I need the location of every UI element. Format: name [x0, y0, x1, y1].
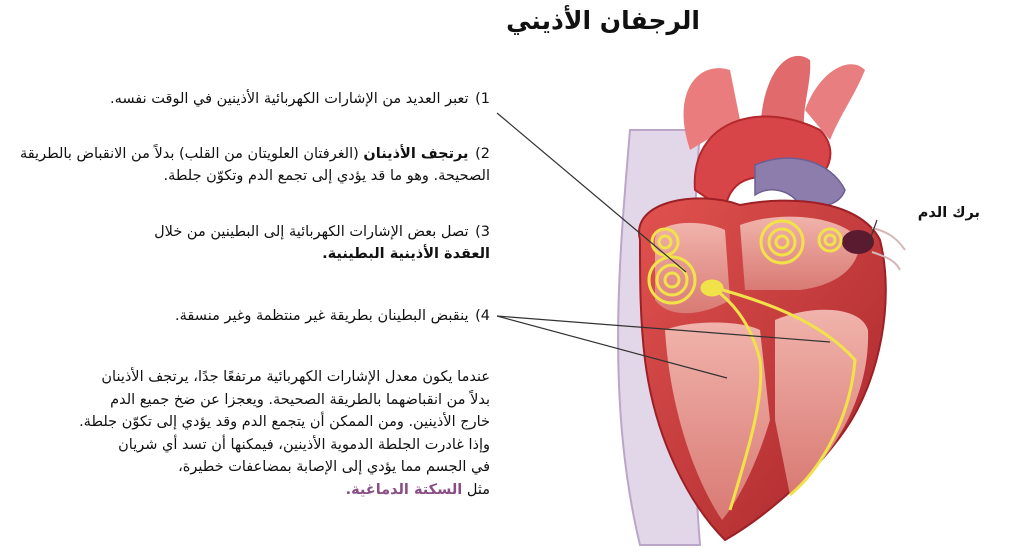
- point-3-text: تصل بعض الإشارات الكهربائية إلى البطينين من خلال: [154, 224, 469, 240]
- point-4-text: ينقبض البطينان بطريقة غير منتظمة وغير منسقة.: [175, 308, 469, 324]
- stroke-highlight: السكتة الدماغية.: [345, 481, 463, 498]
- point-2-text: (الغرفتان العلويتان من القلب) بدلاً من الانقباض بالطريقة الصحيحة. وهو ما قد يؤدي إلى تجمع الدم وتكوّن جلطة.: [19, 146, 490, 184]
- explanation-line-3: خارج الأذينين. ومن الممكن أن يتجمع الدم وقد يؤدي إلى تكوّن جلطة.: [79, 414, 490, 430]
- explanation-line-4: وإذا غادرت الجلطة الدموية الأذينين، فيمكنها أن تسد أي شريان: [118, 436, 490, 453]
- point-1-text: تعبر العديد من الإشارات الكهربائية الأذينين في الوقت نفسه.: [109, 91, 469, 107]
- point-4-number: 4): [475, 308, 490, 324]
- point-3-bold: العقدة الأذينية البطينية.: [322, 246, 490, 262]
- av-node: [702, 281, 722, 295]
- explanation-line-1: عندما يكون معدل الإشارات الكهربائية مرتفعًا جدًا، يرتجف الأذينان: [101, 369, 490, 385]
- point-2-number: 2): [475, 146, 490, 162]
- diagram-title: الرجفان الأذيني: [506, 6, 700, 35]
- left-ventricle: [775, 310, 868, 495]
- blood-pools-label: برك الدم: [917, 205, 980, 221]
- point-1-number: 1): [475, 91, 490, 107]
- point-3-number: 3): [475, 224, 490, 240]
- explanation-line-6-prefix: مثل: [462, 481, 490, 498]
- explanation-line-5: في الجسم مما يؤدي إلى الإصابة بمضاعفات خطيرة،: [178, 459, 490, 475]
- explanation-line-2: بدلاً من انقباضهما بالطريقة الصحيحة. ويعجزا عن ضخ جميع الدم: [110, 391, 490, 408]
- pulmonary-artery: [755, 158, 845, 207]
- point-2-bold: يرتجف الأذينان: [363, 146, 469, 162]
